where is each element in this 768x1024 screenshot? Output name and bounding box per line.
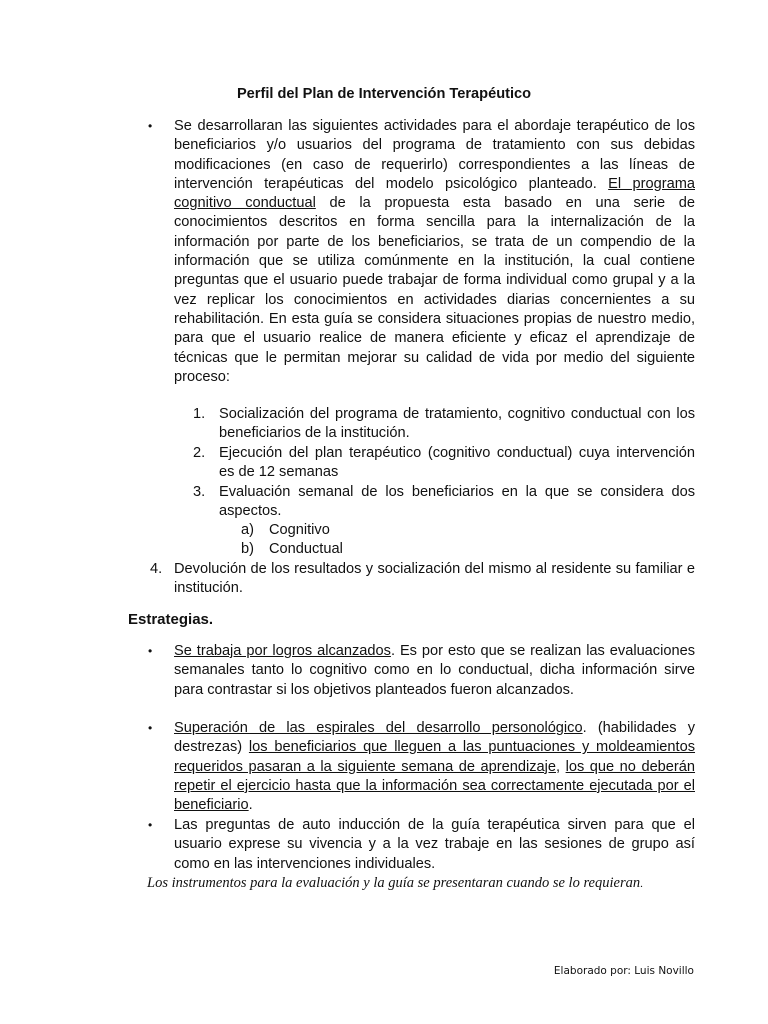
strategy-paragraph: Las preguntas de auto inducción de la guía terapéutica sirven para que el usuario exprese su vivencia y a la vez trabaje en las sesiones de grupo así como en las intervenciones individuales.: [174, 817, 695, 872]
bullet-icon: •: [148, 119, 153, 133]
strategy-paragraph: Superación de las espirales del desarrollo personológico. (habilidades y destrezas) los beneficiarios que lleguen a las puntuaciones y moldeamientos requeridos pasaran a la siguiente semana de aprendizaje, los que no deberán repetir el ejercicio hasta que la información sea correctamente ejecutada por el beneficiario.: [174, 720, 696, 814]
process-step-2: [193, 444, 695, 483]
aspect-letter: b): [241, 541, 254, 557]
step-number: 2.: [193, 445, 206, 461]
step-number: 1.: [193, 406, 206, 422]
strategy-item-1: [148, 642, 695, 700]
step-text: Evaluación semanal de los beneficiarios en la que se considera dos aspectos.: [219, 484, 695, 520]
step-number: 4.: [150, 561, 163, 577]
bullet-icon: •: [148, 721, 153, 735]
bullet-icon: •: [148, 818, 153, 832]
underlined-program-name: El programa cognitivo conductual: [174, 175, 695, 212]
strategy-item-2: [148, 719, 696, 815]
aspect-text: Cognitivo: [269, 522, 330, 538]
step-text: Ejecución del plan terapéutico (cognitivo conductual) cuya intervención es de 12 semanas: [219, 445, 695, 481]
process-step-4: [150, 560, 695, 599]
page-title: Perfil del Plan de Intervención Terapéutico: [236, 86, 532, 102]
bullet-icon: •: [148, 644, 153, 658]
aspect-item-b: [241, 540, 343, 559]
aspect-text: Conductual: [269, 541, 343, 557]
strategy-item-3: [148, 816, 695, 874]
intro-bullet: [148, 117, 695, 387]
closing-note: Los instrumentos para la evaluación y la guía se presentaran cuando se lo requieran.: [147, 875, 643, 891]
aspect-item-a: [241, 521, 330, 540]
aspect-letter: a): [241, 522, 254, 538]
step-number: 3.: [193, 484, 206, 500]
process-step-3: [193, 483, 695, 522]
strategy-paragraph: Se trabaja por logros alcanzados. Es por esto que se realizan las evaluaciones semanales tanto lo cognitivo como en lo conductual, dicha información sirve para contrastar si los objetivos planteados fueron alcanzados.: [174, 643, 695, 698]
step-text: Devolución de los resultados y socialización del mismo al residente su familiar e institución.: [174, 561, 695, 597]
footer-credit: Elaborado por: Luis Novillo: [553, 965, 694, 977]
strategies-heading: Estrategias.: [128, 611, 214, 628]
process-step-1: [193, 405, 695, 444]
step-text: Socialización del programa de tratamiento, cognitivo conductual con los beneficiarios de la institución.: [219, 406, 695, 442]
intro-paragraph: Se desarrollaran las siguientes actividades para el abordaje terapéutico de los beneficiarios y/o usuarios del programa de tratamiento con sus debidas modificaciones (en caso de requerirlo) correspondientes a las líneas de intervención terapéuticas del modelo psicológico planteado. El programa cognitivo conductual de la propuesta esta basado en una serie de conocimientos descritos en forma sencilla para la internalización de la información por parte de los beneficiarios, se trata de un compendio de la información que se utiliza comúnmente en la institución, la cual contiene preguntas que el usuario puede trabajar de forma individual como grupal y a la vez replicar los conocimientos en actividades diarias concernientes a su rehabilitación. En esta guía se considera situaciones propias de nuestro medio, para que el usuario realice de manera eficiente y eficaz el aprendizaje de técnicas que le permitan mejorar su calidad de vida por medio del siguiente proceso:: [174, 118, 695, 385]
